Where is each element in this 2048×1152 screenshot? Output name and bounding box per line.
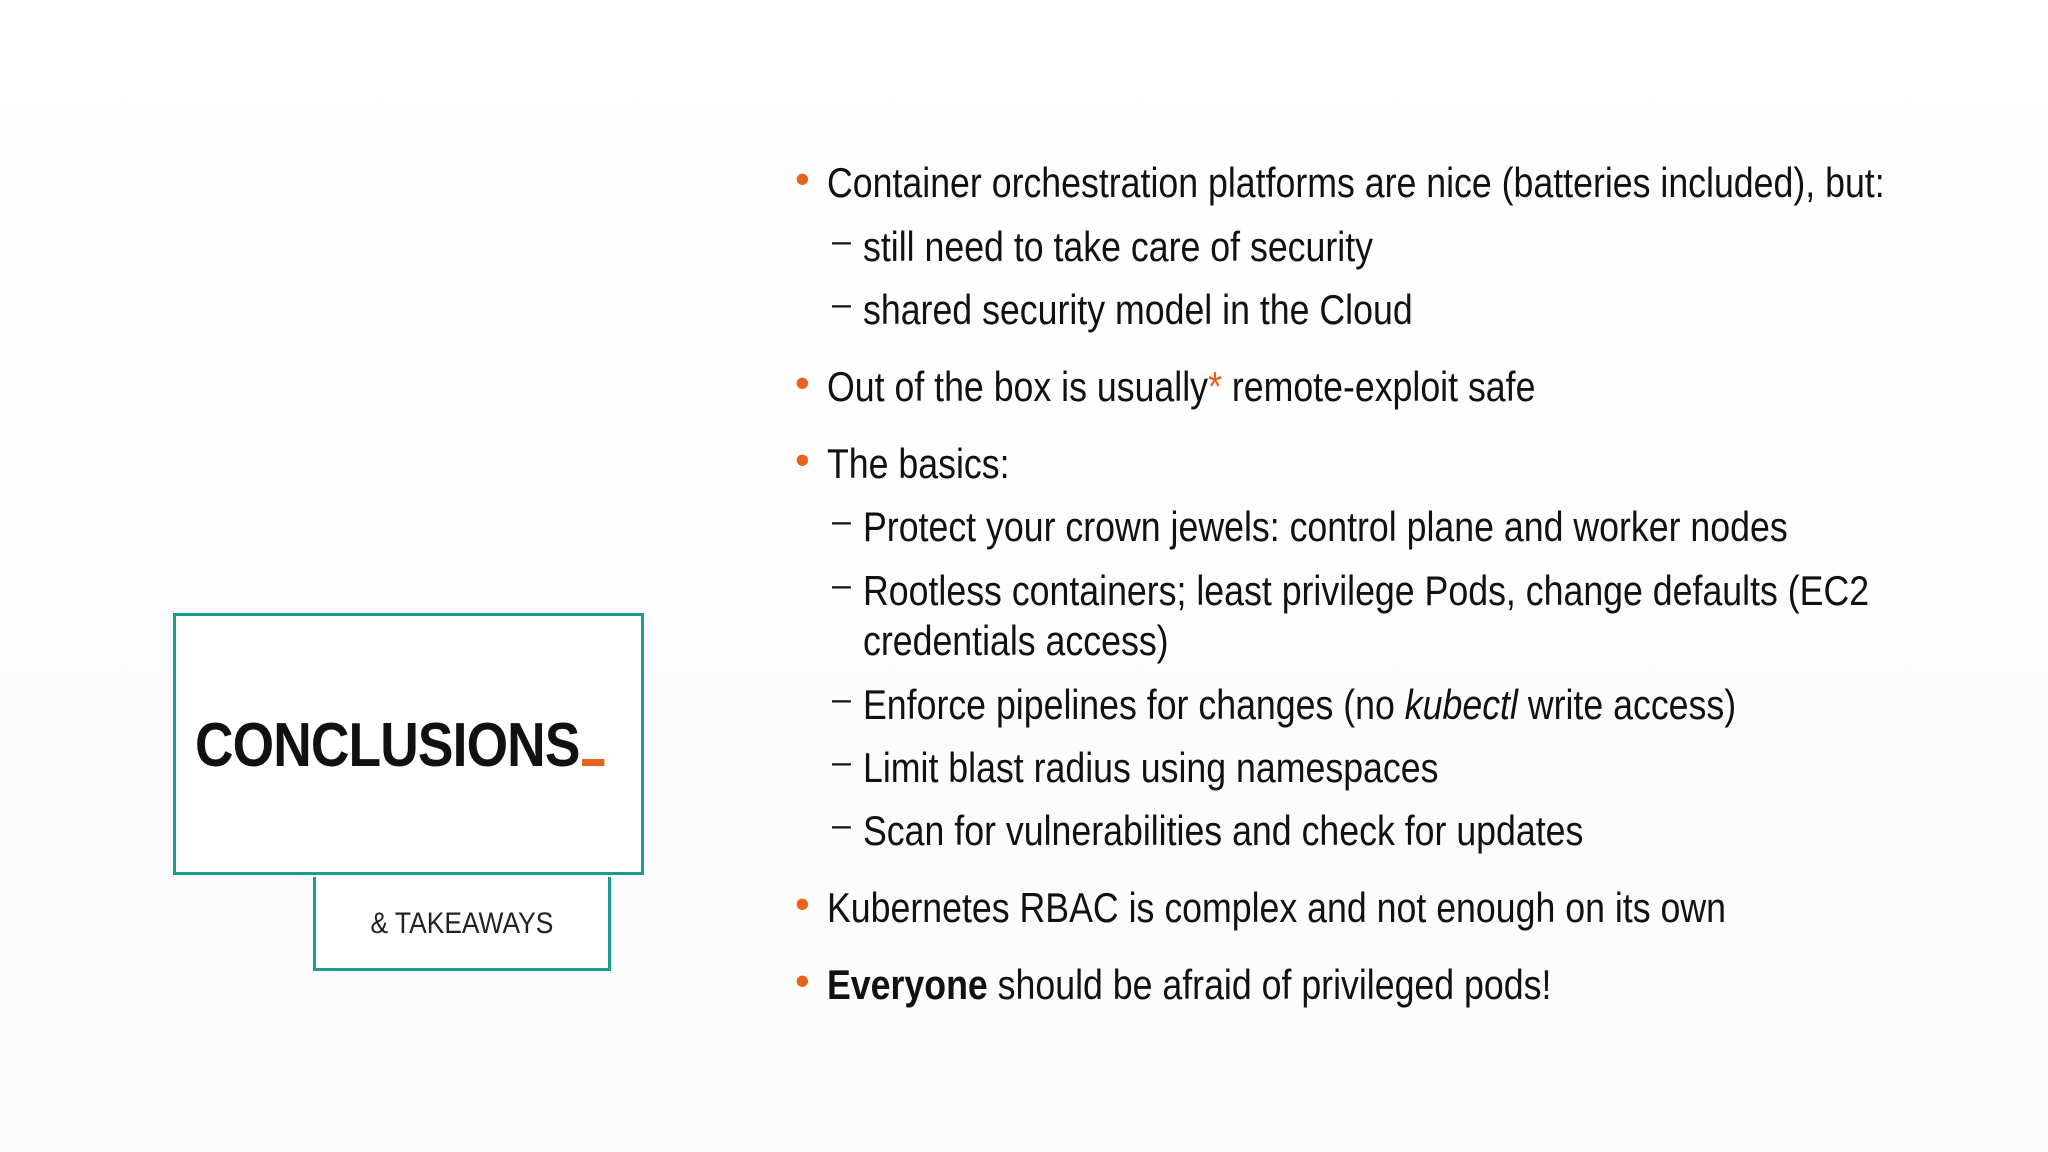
bullet-text-strong: Everyone xyxy=(827,961,988,1008)
bullet-text-part: should be afraid of privileged pods! xyxy=(987,961,1552,1008)
slide-title-text: CONCLUSIONS xyxy=(195,711,580,780)
dash-icon: – xyxy=(832,222,851,260)
subtitle-card xyxy=(313,877,611,971)
bullet-item xyxy=(795,880,1885,933)
bullet-item xyxy=(795,359,1660,412)
bullet-text: The basics: xyxy=(827,440,1010,487)
sub-bullet-text-part: write access) xyxy=(1517,681,1737,728)
sub-bullet-text-part: Enforce pipelines for changes (no xyxy=(863,681,1405,728)
bullet-text: Container orchestration platforms are nice (batteries included), but: xyxy=(827,159,1885,206)
bullet-icon: • xyxy=(795,155,810,202)
bullet-item xyxy=(795,436,1042,489)
sub-bullet-item xyxy=(795,806,1711,856)
sub-bullet-text: Limit blast radius using namespaces xyxy=(863,744,1439,791)
bullet-icon: • xyxy=(795,880,810,927)
sub-bullet-text: still need to take care of security xyxy=(863,223,1373,270)
slide-title xyxy=(195,710,604,781)
bullet-item xyxy=(795,957,1679,1010)
dash-icon: – xyxy=(832,743,851,781)
sub-bullet-continuation xyxy=(795,616,1222,666)
sub-bullet-item xyxy=(795,222,1463,272)
bullet-text: Kubernetes RBAC is complex and not enough on its own xyxy=(827,884,1726,931)
dash-icon: – xyxy=(832,566,851,604)
bullet-text xyxy=(827,362,1535,412)
kubectl-term: kubectl xyxy=(1404,681,1518,728)
sub-bullet-item xyxy=(795,680,1890,730)
dash-icon: – xyxy=(832,680,851,718)
bullet-text-part: remote-exploit safe xyxy=(1221,363,1536,410)
sub-bullet-text: credentials access) xyxy=(863,617,1169,664)
bullet-text xyxy=(827,960,1551,1010)
sub-bullet-text: Protect your crown jewels: control plane and worker nodes xyxy=(863,503,1788,550)
bullet-icon: • xyxy=(795,957,810,1004)
title-card xyxy=(173,613,644,875)
slide-subtitle: & TAKEAWAYS xyxy=(370,906,554,940)
sub-bullet-text: Scan for vulnerabilities and check for updates xyxy=(863,807,1584,854)
dash-icon: – xyxy=(832,502,851,540)
dash-icon: – xyxy=(832,285,851,323)
bullet-icon: • xyxy=(795,359,810,406)
sub-bullet-item xyxy=(795,743,1540,793)
sub-bullet-item xyxy=(795,285,1510,335)
bullet-text-part: Out of the box is usually xyxy=(827,363,1209,410)
bullet-item xyxy=(795,155,2048,208)
sub-bullet-item xyxy=(795,502,1951,552)
sub-bullet-text xyxy=(863,680,1736,730)
footnote-asterisk: * xyxy=(1208,363,1222,410)
dash-icon: – xyxy=(832,806,851,844)
sub-bullet-item xyxy=(795,566,2047,616)
title-cursor-mark xyxy=(582,759,604,766)
bullet-icon: • xyxy=(795,436,810,483)
sub-bullet-text: shared security model in the Cloud xyxy=(863,286,1413,333)
sub-bullet-text: Rootless containers; least privilege Pods, change defaults (EC2 xyxy=(863,567,1870,614)
